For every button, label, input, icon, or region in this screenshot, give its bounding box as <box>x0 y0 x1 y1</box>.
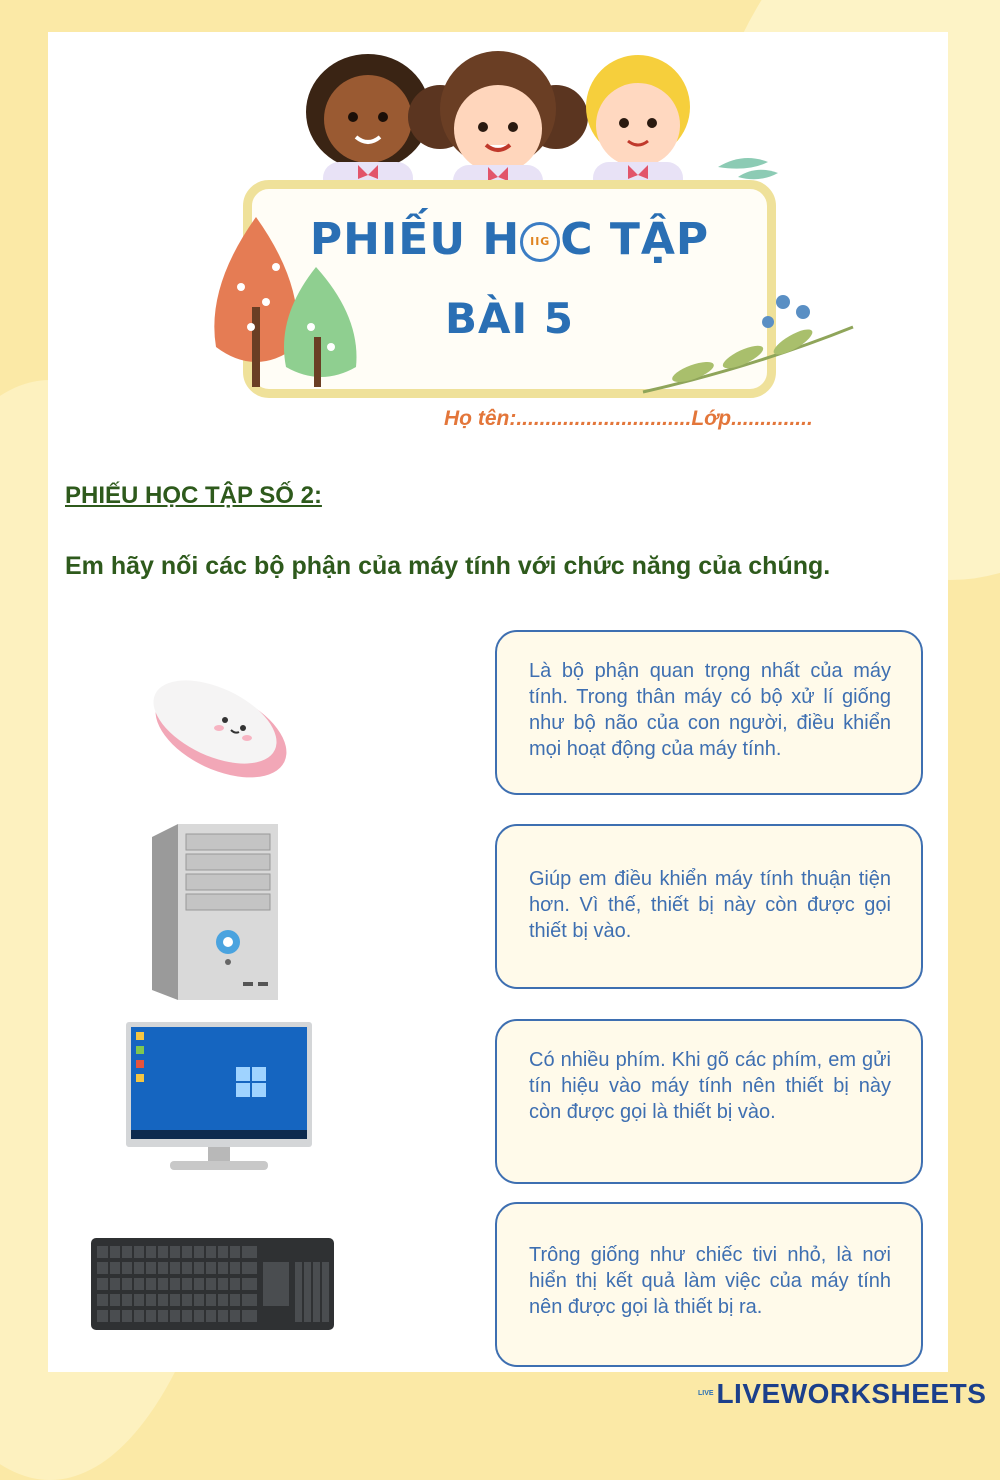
worksheet-title: PHIẾU H IIG C TẬP <box>309 214 710 265</box>
section-title: PHIẾU HỌC TẬP SỐ 2: <box>65 482 322 509</box>
name-class-line: Họ tên:..............................Lớp.............. <box>444 407 813 430</box>
function-card-4[interactable] <box>495 1202 923 1367</box>
card-text: Có nhiều phím. Khi gõ các phím, em gửi tín hiệu vào máy tính nên thiết bị này còn được gọi là thiết bị vào. <box>529 1049 891 1123</box>
instruction-text: Em hãy nối các bộ phận của máy tính với chức năng của chúng. <box>65 552 831 580</box>
iig-logo: IIG <box>520 222 560 262</box>
card-text: Là bộ phận quan trọng nhất của máy tính. Trong thân máy có bộ xử lí giống như bộ não của con người, điều khiển mọi hoạt động của máy tính. <box>529 660 891 760</box>
liveworksheets-logo-text: LIVEWORKSHEETS <box>716 1378 987 1409</box>
keyboard-image[interactable] <box>91 1234 334 1334</box>
worksheet <box>48 32 948 1372</box>
function-card-2[interactable] <box>495 824 923 989</box>
liveworksheets-watermark <box>698 1378 986 1408</box>
function-card-1[interactable] <box>495 630 923 795</box>
computer-case-image[interactable] <box>148 822 283 1002</box>
liveworksheets-badge: LIVE <box>698 1390 714 1397</box>
card-text: Trông giống như chiếc tivi nhỏ, là nơi hiển thị kết quả làm việc của máy tính nên được gọi là thiết bị ra. <box>529 1244 891 1318</box>
card-text: Giúp em điều khiển máy tính thuận tiện hơn. Vì thế, thiết bị này còn được gọi thiết bị vào. <box>529 868 891 942</box>
lesson-title: BÀI 5 <box>445 294 574 343</box>
monitor-image[interactable] <box>126 1022 312 1172</box>
mouse-image[interactable] <box>143 662 288 782</box>
function-card-3[interactable] <box>495 1019 923 1184</box>
